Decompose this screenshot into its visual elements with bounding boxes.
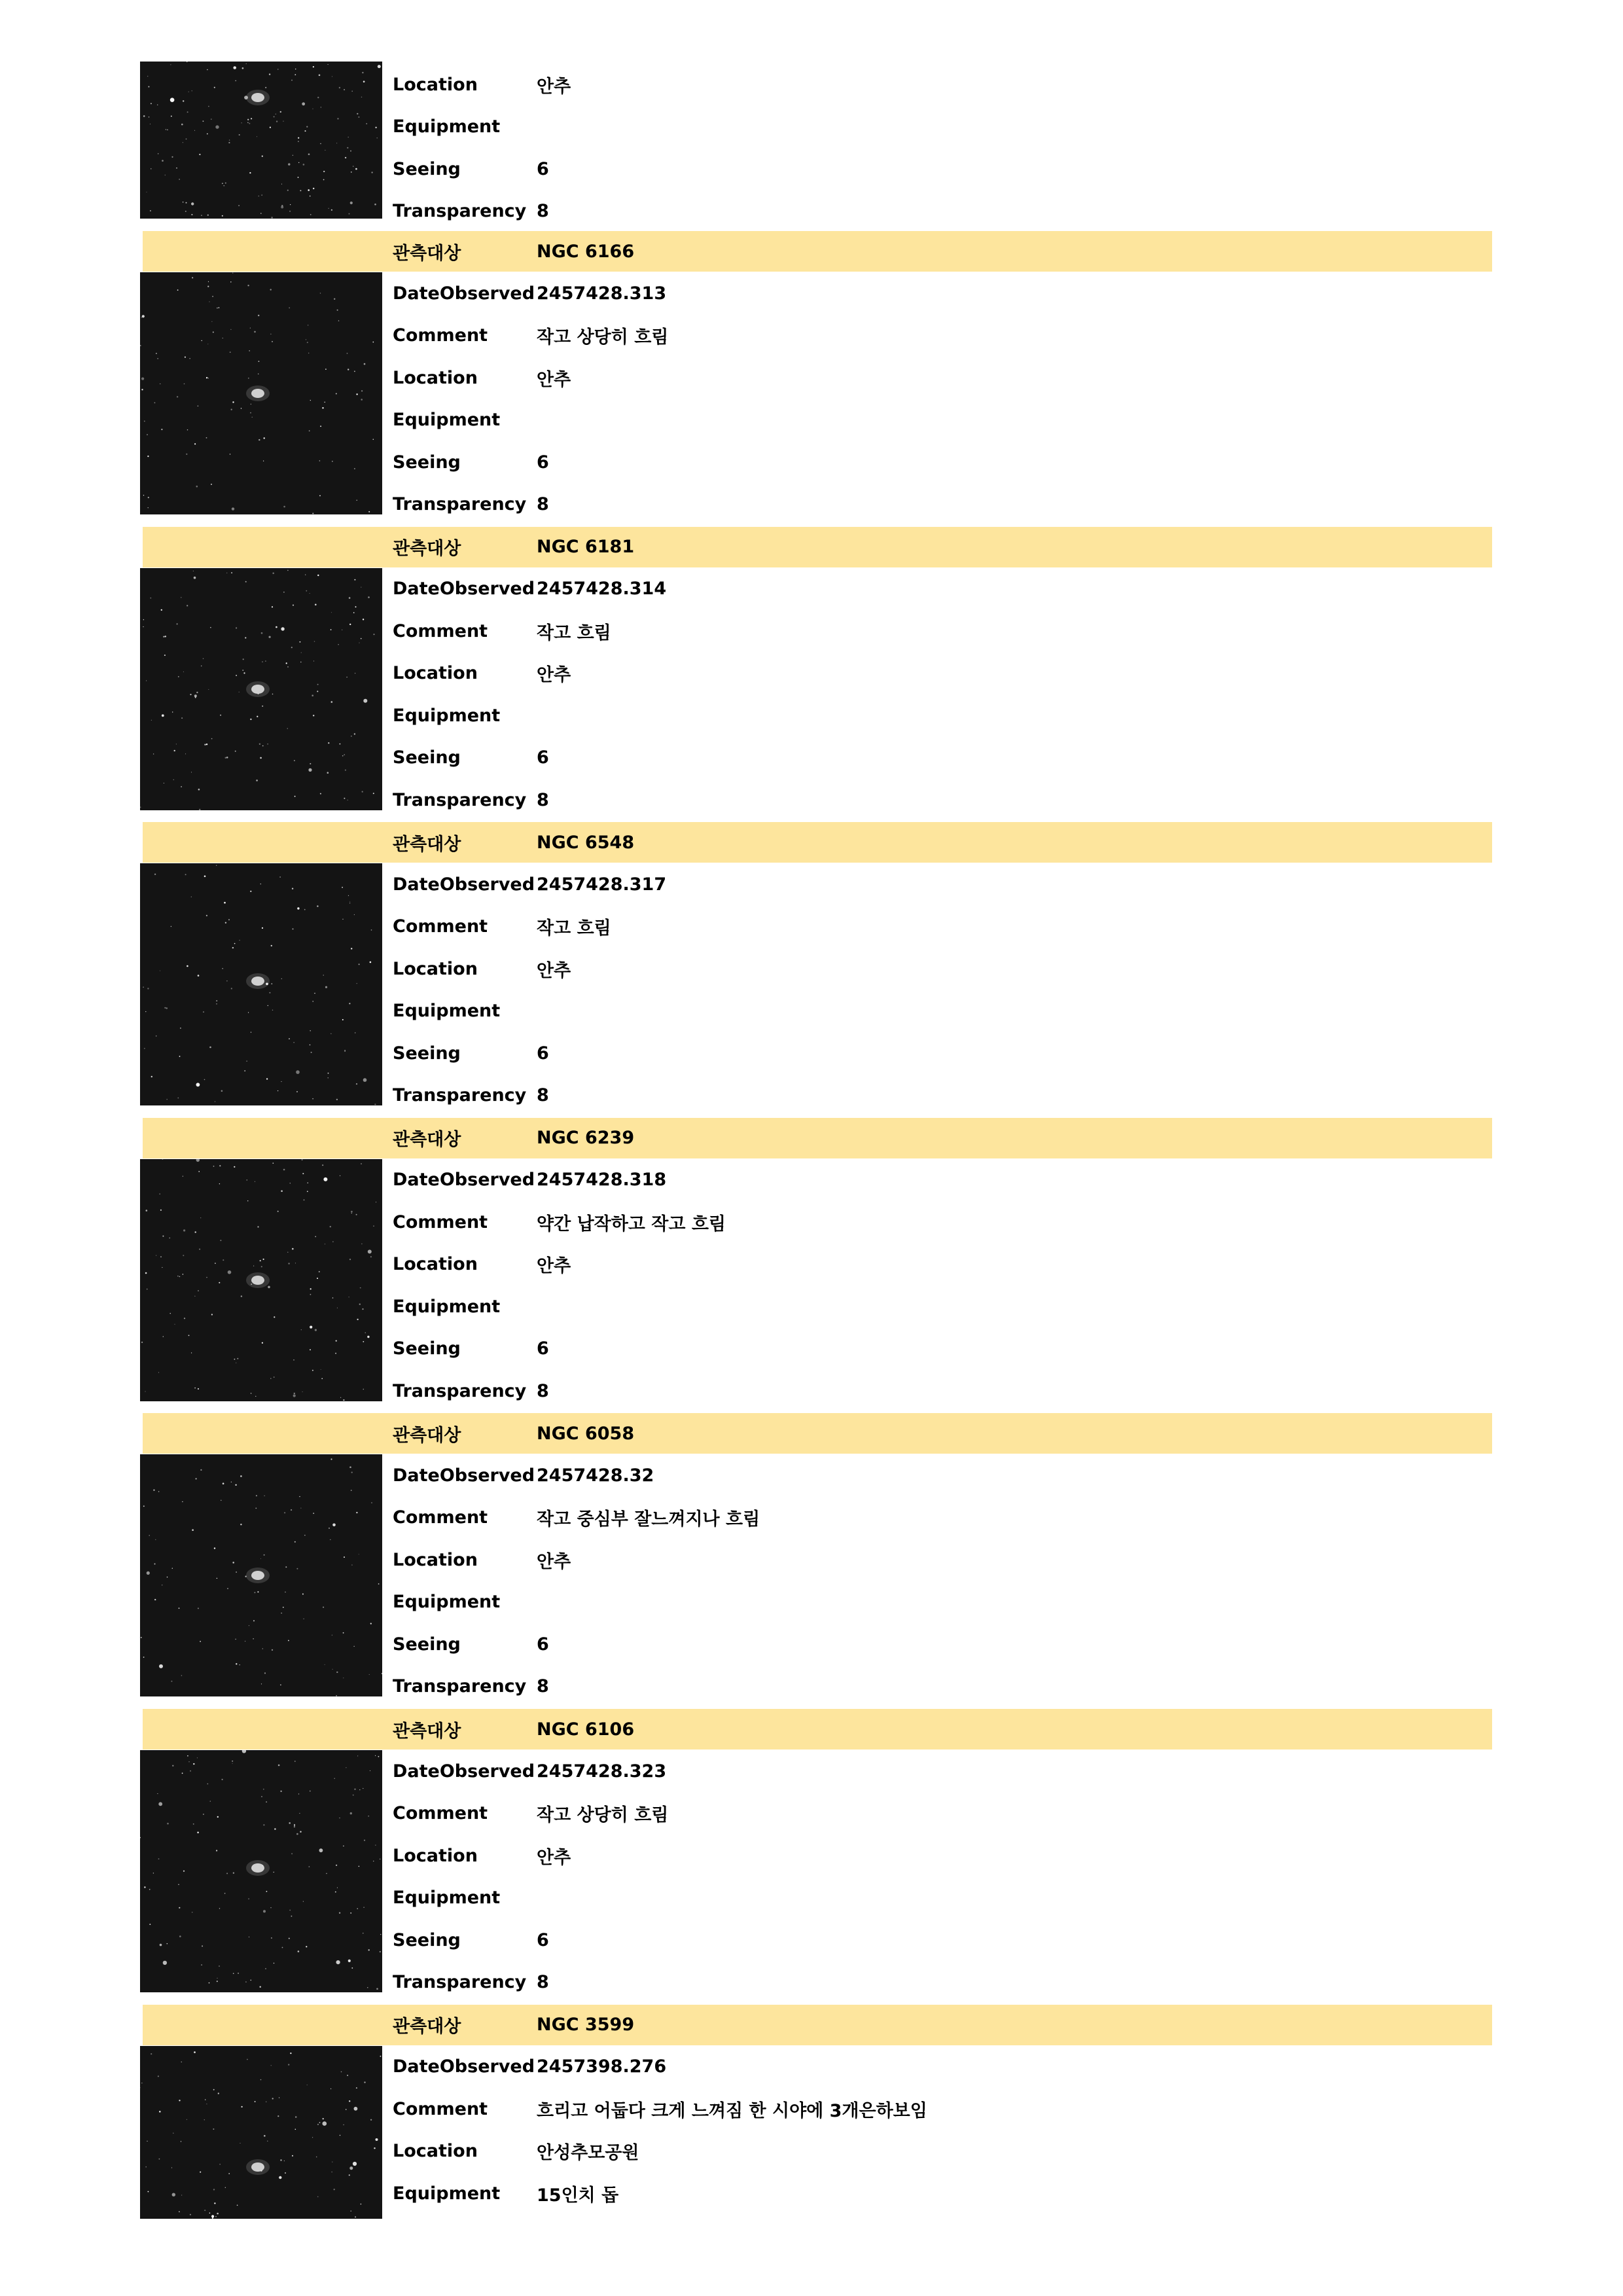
location-row [393,948,571,990]
seeing-row [393,1919,549,1961]
comment-row [393,1201,726,1243]
seeing-label: Seeing [393,1634,461,1655]
target-label: 관측대상 [393,2017,461,2037]
partial-location-value: 안추 [537,76,571,97]
location-row [393,1539,571,1581]
date-value: 2457428.318 [537,1170,667,1191]
comment-value: 작고 흐림 [537,918,611,939]
comment-label: Comment [393,620,488,641]
transparency-value: 8 [537,1972,549,1992]
seeing-label: Seeing [393,1929,461,1950]
location-label: Location [393,367,478,388]
transparency-label: Transparency [393,494,527,514]
comment-value: 약간 납작하고 작고 흐림 [537,1213,726,1234]
comment-row [393,2088,927,2130]
target-value: NGC 6239 [537,1128,635,1149]
seeing-row [393,1623,549,1665]
sky-image-ngc-3599 [140,2046,382,2219]
location-row [393,2130,639,2172]
equipment-row [393,1285,537,1327]
date-value: 2457428.317 [537,874,667,895]
location-label: Location [393,1549,478,1570]
location-label: Location [393,663,478,684]
transparency-label: Transparency [393,1676,527,1697]
equipment-label: Equipment [393,1001,501,1022]
transparency-value: 8 [537,1676,549,1697]
partial-transparency-row [393,190,549,232]
transparency-value: 8 [537,1085,549,1106]
seeing-value: 6 [537,1929,549,1950]
transparency-value: 8 [537,789,549,810]
transparency-value: 8 [537,1380,549,1401]
date-label: DateObserved [393,2056,535,2077]
seeing-row [393,1328,549,1370]
date-label: DateObserved [393,874,535,895]
date-row [393,568,666,610]
target-row [393,2004,634,2046]
date-label: DateObserved [393,1465,535,1486]
sky-image-ngc-6548 [140,863,382,1105]
seeing-label: Seeing [393,747,461,768]
seeing-label: Seeing [393,1043,461,1064]
transparency-label: Transparency [393,1972,527,1992]
partial-transparency-value: 8 [537,201,549,221]
record-header [143,527,1492,567]
date-row [393,1159,666,1201]
target-row [393,1708,634,1750]
location-row [393,1835,571,1876]
comment-value: 흐리고 어둡다 크게 느껴짐 한 시야에 3개은하보임 [537,2100,927,2121]
comment-label: Comment [393,325,488,346]
seeing-value: 6 [537,452,549,473]
record-header [143,1413,1492,1454]
target-label: 관측대상 [393,834,461,855]
sky-image-ngc-6058 [140,1454,382,1696]
equipment-label: Equipment [393,1296,501,1317]
seeing-value: 6 [537,1043,549,1064]
equipment-label: Equipment [393,705,501,726]
partial-equipment-label: Equipment [393,117,501,137]
equipment-row [393,2172,618,2214]
record-header [143,822,1492,863]
transparency-row [393,1370,549,1412]
comment-label: Comment [393,1803,488,1823]
date-value: 2457428.313 [537,283,667,304]
location-row [393,357,571,399]
sky-image-ngc-6106 [140,1750,382,1992]
location-value: 안추 [537,1847,571,1868]
location-value: 안추 [537,665,571,686]
date-row [393,1454,654,1496]
comment-label: Comment [393,916,488,937]
target-row [393,821,634,863]
partial-location-row [393,63,571,105]
target-value: NGC 6058 [537,1423,635,1444]
comment-value: 작고 중심부 잘느껴지나 흐림 [537,1509,760,1530]
sky-image-ngc-6166 [140,272,382,514]
comment-value: 작고 상당히 흐림 [537,1805,669,1825]
comment-label: Comment [393,2098,488,2119]
location-value: 안성추모공원 [537,2143,639,2164]
seeing-label: Seeing [393,1338,461,1359]
sky-image-ngc-6181 [140,568,382,810]
target-label: 관측대상 [393,1425,461,1446]
date-value: 2457428.323 [537,1761,667,1782]
equipment-label: Equipment [393,2183,501,2204]
transparency-row [393,779,549,821]
sky-image-ngc-6239 [140,1159,382,1401]
target-row [393,1412,634,1454]
comment-row [393,906,611,948]
sky-image-partial [140,62,382,219]
seeing-value: 6 [537,747,549,768]
record-header [143,1709,1492,1749]
transparency-row [393,484,549,526]
target-value: NGC 6181 [537,537,635,558]
equipment-row [393,694,537,736]
target-value: NGC 3599 [537,2015,635,2036]
target-label: 관측대상 [393,1721,461,1742]
location-label: Location [393,1254,478,1275]
record-header [143,231,1492,272]
partial-seeing-label: Seeing [393,158,461,179]
target-row [393,526,634,568]
date-row [393,863,666,905]
target-label: 관측대상 [393,1130,461,1151]
location-value: 안추 [537,1256,571,1277]
date-label: DateObserved [393,579,535,600]
target-label: 관측대상 [393,539,461,560]
partial-equipment-row [393,106,537,148]
equipment-row [393,399,537,441]
transparency-row [393,1962,549,2003]
partial-location-label: Location [393,74,478,95]
location-label: Location [393,958,478,979]
comment-label: Comment [393,1507,488,1528]
location-label: Location [393,1845,478,1866]
comment-label: Comment [393,1211,488,1232]
transparency-row [393,1075,549,1117]
comment-row [393,315,668,357]
date-label: DateObserved [393,283,535,304]
comment-row [393,610,611,652]
equipment-label: Equipment [393,1592,501,1613]
transparency-value: 8 [537,494,549,514]
target-row [393,230,634,272]
date-row [393,2046,666,2088]
comment-row [393,1793,668,1835]
location-label: Location [393,2141,478,2162]
transparency-label: Transparency [393,1085,527,1106]
target-value: NGC 6548 [537,832,635,853]
comment-value: 작고 흐림 [537,622,611,643]
seeing-row [393,737,549,779]
location-value: 안추 [537,1551,571,1572]
location-value: 안추 [537,369,571,390]
seeing-label: Seeing [393,452,461,473]
location-row [393,653,571,694]
date-value: 2457428.32 [537,1465,654,1486]
date-row [393,272,666,314]
transparency-row [393,1666,549,1708]
equipment-value: 15인치 돕 [537,2185,619,2206]
equipment-row [393,1581,537,1623]
date-value: 2457428.314 [537,579,667,600]
seeing-row [393,1032,549,1074]
equipment-label: Equipment [393,1888,501,1908]
date-label: DateObserved [393,1170,535,1191]
date-value: 2457398.276 [537,2056,667,2077]
seeing-value: 6 [537,1338,549,1359]
target-value: NGC 6166 [537,241,635,262]
target-label: 관측대상 [393,243,461,264]
equipment-label: Equipment [393,410,501,430]
transparency-label: Transparency [393,1380,527,1401]
target-value: NGC 6106 [537,1719,635,1740]
partial-seeing-value: 6 [537,158,549,179]
seeing-value: 6 [537,1634,549,1655]
transparency-label: Transparency [393,789,527,810]
date-label: DateObserved [393,1761,535,1782]
record-header [143,2005,1492,2045]
target-row [393,1117,634,1159]
partial-transparency-label: Transparency [393,201,527,221]
equipment-row [393,990,537,1032]
location-value: 안추 [537,960,571,981]
record-header [143,1118,1492,1158]
comment-value: 작고 상당히 흐림 [537,327,669,348]
partial-seeing-row [393,148,549,190]
location-row [393,1244,571,1285]
date-row [393,1750,666,1792]
comment-row [393,1497,760,1539]
seeing-row [393,441,549,483]
equipment-row [393,1877,537,1919]
